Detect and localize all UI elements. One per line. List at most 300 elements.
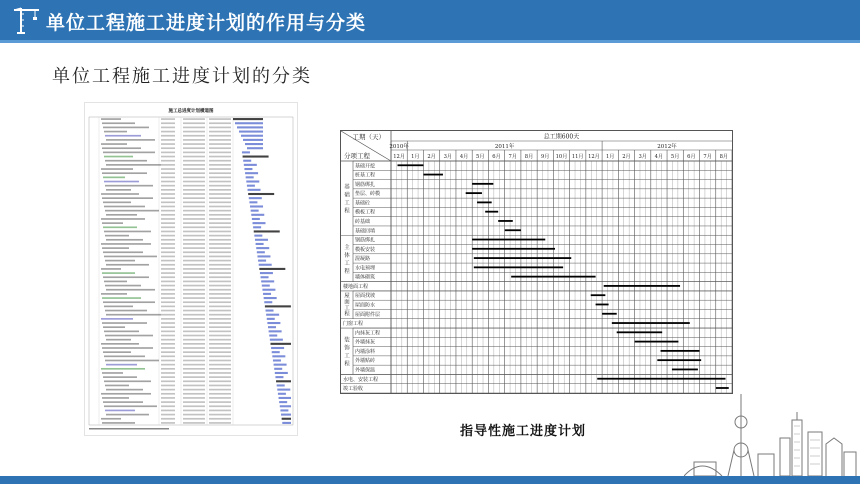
doc-row-text (209, 397, 231, 399)
doc-row-text (183, 301, 205, 303)
gantt-bar (498, 220, 513, 222)
gantt-chart (340, 130, 733, 394)
doc-row-text (102, 222, 123, 224)
doc-gantt-bar (282, 418, 291, 420)
doc-row-text (183, 335, 205, 337)
doc-row-text (105, 260, 135, 262)
doc-row-text (101, 318, 133, 320)
doc-row-text (209, 260, 231, 262)
doc-row-text (209, 231, 231, 233)
doc-row-text (209, 380, 231, 382)
doc-row-text (209, 285, 231, 287)
doc-row-text (209, 181, 231, 183)
task-label: 外墙抹灰 (355, 339, 376, 346)
doc-row-text (161, 235, 175, 237)
doc-row-text (209, 422, 231, 424)
gantt-bar (596, 304, 609, 306)
group-label: 程 (344, 311, 350, 318)
doc-row-text (183, 372, 205, 374)
doc-row-text (161, 127, 175, 129)
doc-row-text (105, 335, 153, 337)
task-label: 竣工验收 (343, 386, 364, 393)
task-label: 基础砼 (355, 200, 371, 207)
doc-gantt-bar (262, 285, 270, 287)
doc-row-text (183, 376, 205, 378)
group-label: 程 (344, 268, 350, 275)
doc-row-text (161, 135, 175, 137)
doc-row-text (106, 139, 155, 141)
doc-row-text (183, 297, 205, 299)
doc-gantt-bar (263, 293, 271, 295)
doc-gantt-bar (254, 235, 262, 237)
doc-gantt-bar (253, 226, 261, 228)
doc-row-text (183, 405, 205, 407)
doc-row-text (183, 360, 205, 362)
doc-gantt-bar (257, 251, 265, 253)
doc-gantt-bar (267, 318, 275, 320)
doc-row-text (161, 181, 175, 183)
doc-row-text (161, 218, 175, 220)
doc-row-text (161, 264, 175, 266)
group-label: 工 (344, 260, 350, 267)
doc-gantt-bar (274, 364, 287, 366)
doc-row-text (102, 347, 153, 349)
task-label: 模板工程 (355, 209, 376, 216)
doc-row-text (103, 276, 149, 278)
doc-row-text (161, 189, 175, 191)
task-label: 楼地面工程 (343, 283, 369, 290)
task-label: 垫层、砖模 (355, 191, 381, 198)
gantt-bar (635, 341, 679, 343)
doc-row-text (106, 314, 161, 316)
doc-row-text (183, 185, 205, 187)
doc-row-text (104, 256, 157, 258)
gantt-bar (472, 248, 555, 250)
doc-row-text (209, 164, 231, 166)
task-label: 钢筋绑扎 (355, 237, 376, 244)
gantt-bar (474, 257, 571, 259)
doc-row-text (183, 351, 205, 353)
gantt-bar (423, 174, 442, 176)
doc-gantt-bar (272, 351, 280, 353)
doc-row-text (209, 218, 231, 220)
doc-row-text (104, 231, 151, 233)
doc-gantt-bar (269, 334, 277, 336)
group-label: 体 (344, 252, 350, 259)
group-label: 工 (344, 353, 350, 360)
gantt-bar (474, 266, 563, 268)
group-label: 面 (344, 299, 350, 306)
doc-row-text (183, 218, 205, 220)
doc-row-text (183, 156, 205, 158)
doc-row-text (161, 376, 175, 378)
task-label: 内抹灰工程 (355, 330, 381, 337)
doc-row-text (161, 410, 175, 412)
doc-row-text (106, 364, 137, 366)
year-label: 2012年 (657, 144, 677, 150)
doc-row-text (161, 201, 175, 203)
doc-row-text (183, 147, 205, 149)
doc-row-text (183, 168, 205, 170)
doc-gantt-bar (260, 272, 273, 274)
doc-row-text (209, 172, 231, 174)
doc-gantt-bar (277, 384, 285, 386)
doc-row-text (209, 414, 231, 416)
doc-gantt-bar (273, 359, 281, 361)
doc-row-text (209, 156, 231, 158)
doc-row-text (161, 152, 175, 154)
doc-row-text (183, 139, 205, 141)
doc-row-text (105, 235, 129, 237)
doc-row-text (183, 331, 205, 333)
doc-row-text (102, 197, 153, 199)
doc-gantt-bar (266, 314, 279, 316)
doc-gantt-bar (241, 135, 263, 137)
doc-row-text (161, 285, 175, 287)
doc-row-text (161, 210, 175, 212)
doc-row-text (183, 276, 205, 278)
month-label: 3月 (638, 154, 647, 160)
gantt-bar (602, 313, 617, 315)
task-label: 屋面防水 (355, 302, 376, 309)
doc-row-text (209, 239, 231, 241)
doc-row-text (101, 393, 151, 395)
month-label: 1月 (411, 154, 420, 160)
doc-row-text (161, 272, 175, 274)
doc-row-text (161, 256, 175, 258)
doc-row-text (183, 177, 205, 179)
doc-row-text (161, 289, 175, 291)
header-item-label: 分项工程 (344, 152, 370, 160)
doc-row-text (161, 343, 175, 345)
doc-row-text (209, 347, 231, 349)
doc-gantt-bar (278, 393, 286, 395)
doc-gantt-bar (267, 322, 280, 324)
doc-row-text (209, 147, 231, 149)
doc-row-text (161, 389, 175, 391)
doc-gantt-bar (249, 201, 257, 203)
doc-row-text (183, 152, 205, 154)
doc-row-text (161, 231, 175, 233)
doc-row-text (183, 414, 205, 416)
doc-gantt-bar (246, 180, 259, 182)
doc-gantt-bar (251, 214, 264, 216)
doc-row-text (183, 343, 205, 345)
doc-row-text (102, 272, 135, 274)
doc-row-text (183, 143, 205, 145)
doc-gantt-bar (254, 230, 280, 232)
month-label: 10月 (555, 154, 568, 160)
doc-row-text (102, 147, 141, 149)
doc-row-text (101, 293, 127, 295)
doc-gantt-bar (248, 193, 274, 195)
doc-row-text (104, 281, 127, 283)
doc-row-text (209, 351, 231, 353)
doc-row-text (209, 226, 231, 228)
doc-row-text (103, 376, 137, 378)
doc-row-text (161, 306, 175, 308)
doc-row-text (161, 168, 175, 170)
doc-row-text (183, 235, 205, 237)
header-total-label: 总工期600天 (543, 133, 580, 141)
doc-row-text (161, 185, 175, 187)
doc-gantt-bar (259, 268, 285, 270)
doc-row-text (209, 206, 231, 208)
gantt-bar (661, 350, 700, 352)
doc-row-text (101, 368, 145, 370)
doc-row-text (209, 247, 231, 249)
doc-row-text (161, 268, 175, 270)
doc-row-text (209, 405, 231, 407)
bottom-bar (0, 476, 860, 484)
doc-row-text (161, 310, 175, 312)
doc-row-text (209, 222, 231, 224)
doc-row-text (209, 235, 231, 237)
doc-row-text (209, 127, 231, 129)
doc-row-text (161, 422, 175, 424)
doc-row-text (104, 156, 133, 158)
gantt-bar (672, 369, 698, 371)
doc-table-frame (89, 117, 293, 425)
doc-row-text (183, 401, 205, 403)
doc-row-text (183, 314, 205, 316)
doc-row-text (105, 160, 147, 162)
doc-row-text (209, 201, 231, 203)
doc-row-text (161, 147, 175, 149)
doc-gantt-bar (275, 376, 283, 378)
doc-row-text (161, 122, 175, 124)
doc-row-text (209, 189, 231, 191)
doc-gantt-bar (265, 305, 291, 307)
page-title: 单位工程施工进度计划的作用与分类 (46, 12, 367, 34)
doc-gantt-bar (233, 118, 263, 120)
header-work-label: 工期（天） (352, 133, 385, 141)
doc-gantt-bar (243, 160, 251, 162)
task-label: 桩基工程 (355, 172, 376, 179)
doc-row-text (183, 226, 205, 228)
task-label: 砖基础 (355, 218, 371, 225)
crane-icon (8, 6, 42, 34)
doc-row-text (161, 247, 175, 249)
doc-gantt-bar (271, 347, 284, 349)
doc-row-text (183, 251, 205, 253)
task-label: 门窗工程 (343, 321, 364, 328)
doc-row-text (183, 239, 205, 241)
doc-row-text (101, 143, 127, 145)
gantt-bar (511, 276, 595, 278)
doc-row-text (101, 268, 121, 270)
doc-row-text (161, 276, 175, 278)
doc-gantt-bar (282, 422, 291, 424)
doc-gantt-bar (262, 289, 275, 291)
schedule-document-image (85, 103, 297, 435)
doc-gantt-bar (256, 247, 269, 249)
doc-gantt-bar (245, 172, 258, 174)
doc-gantt-bar (253, 222, 266, 224)
doc-gantt-bar (257, 255, 270, 257)
doc-row-text (209, 297, 231, 299)
doc-row-text (183, 272, 205, 274)
doc-row-text (209, 177, 231, 179)
gantt-bar (612, 322, 690, 324)
doc-row-text (161, 397, 175, 399)
group-label: 装 (344, 337, 350, 344)
doc-row-text (183, 281, 205, 283)
doc-row-text (209, 306, 231, 308)
doc-row-text (183, 422, 205, 424)
doc-gantt-bar (252, 218, 260, 220)
doc-row-text (161, 206, 175, 208)
doc-row-text (161, 260, 175, 262)
doc-gantt-bar (275, 372, 288, 374)
doc-row-text (209, 168, 231, 170)
doc-row-text (209, 410, 231, 412)
doc-row-text (209, 339, 231, 341)
group-label: 主 (344, 244, 350, 251)
month-label: 5月 (670, 154, 680, 160)
group-label: 工 (344, 200, 350, 207)
task-label: 外墙贴砖 (355, 358, 376, 365)
doc-row-text (209, 135, 231, 137)
month-label: 11月 (571, 154, 584, 160)
doc-row-text (209, 131, 231, 133)
doc-row-text (161, 214, 175, 216)
month-label: 2月 (427, 154, 436, 160)
task-label: 水电、安装工程 (343, 376, 379, 383)
doc-row-text (183, 322, 205, 324)
doc-row-text (183, 210, 205, 212)
doc-row-text (183, 364, 205, 366)
doc-row-text (183, 289, 205, 291)
month-label: 7月 (703, 154, 712, 160)
gantt-caption: 指导性施工进度计划 (460, 424, 587, 439)
doc-row-text (161, 418, 175, 420)
doc-row-text (161, 347, 175, 349)
task-label: 混凝路 (355, 256, 371, 263)
doc-row-text (104, 405, 157, 407)
doc-row-text (161, 197, 175, 199)
month-label: 5月 (476, 154, 485, 160)
doc-row-text (102, 372, 123, 374)
doc-row-text (209, 193, 231, 195)
doc-row-text (209, 326, 231, 328)
doc-row-text (105, 410, 135, 412)
doc-gantt-bar (280, 405, 291, 407)
doc-gantt-bar (256, 243, 264, 245)
doc-row-text (161, 380, 175, 382)
doc-row-text (209, 322, 231, 324)
doc-row-text (161, 177, 175, 179)
doc-row-text (183, 206, 205, 208)
doc-row-text (183, 389, 205, 391)
task-label: 外墙保温 (355, 367, 376, 374)
doc-row-text (209, 197, 231, 199)
doc-row-text (161, 172, 175, 174)
doc-row-text (106, 339, 131, 341)
doc-row-text (161, 351, 175, 353)
doc-row-text (161, 326, 175, 328)
doc-row-text (183, 201, 205, 203)
doc-row-text (104, 355, 145, 357)
doc-row-text (183, 260, 205, 262)
doc-row-text (104, 206, 145, 208)
doc-row-text (103, 201, 131, 203)
doc-row-text (103, 301, 155, 303)
doc-row-text (209, 335, 231, 337)
doc-gantt-bar (258, 260, 266, 262)
month-label: 3月 (443, 154, 453, 160)
doc-row-text (209, 318, 231, 320)
title-divider (0, 40, 860, 43)
doc-gantt-bar (247, 185, 255, 187)
doc-gantt-bar (279, 401, 287, 403)
doc-row-text (183, 164, 205, 166)
doc-row-text (102, 422, 135, 424)
doc-row-text (209, 301, 231, 303)
doc-row-text (106, 414, 149, 416)
doc-row-text (161, 339, 175, 341)
doc-row-text (103, 351, 131, 353)
gantt-bar (597, 378, 725, 380)
doc-row-text (161, 385, 175, 387)
doc-gantt-bar (244, 168, 252, 170)
doc-row-text (183, 268, 205, 270)
doc-row-text (183, 318, 205, 320)
doc-row-text (105, 185, 153, 187)
doc-row-text (105, 285, 141, 287)
doc-row-text (209, 355, 231, 357)
doc-row-text (209, 310, 231, 312)
doc-row-text (183, 310, 205, 312)
doc-row-text (183, 293, 205, 295)
doc-gantt-bar (243, 139, 263, 141)
doc-row-text (104, 131, 127, 133)
doc-gantt-bar (268, 326, 276, 328)
doc-row-text (209, 331, 231, 333)
doc-row-text (209, 281, 231, 283)
month-label: 12月 (393, 154, 406, 160)
doc-row-text (103, 152, 155, 154)
doc-row-text (209, 393, 231, 395)
doc-row-text (104, 331, 139, 333)
doc-gantt-bar (235, 122, 263, 124)
month-label: 2月 (622, 154, 631, 160)
slide-subtitle: 单位工程施工进度计划的分类 (52, 66, 312, 87)
doc-row-text (161, 281, 175, 283)
doc-gantt-bar (239, 131, 263, 133)
doc-row-text (102, 247, 129, 249)
doc-row-text (161, 143, 175, 145)
doc-row-text (106, 239, 143, 241)
doc-row-text (161, 318, 175, 320)
doc-row-text (209, 276, 231, 278)
doc-row-text (209, 185, 231, 187)
doc-row-text (106, 289, 155, 291)
doc-row-text (209, 418, 231, 420)
doc-row-text (103, 127, 149, 129)
group-label: 础 (344, 192, 350, 199)
doc-row-text (102, 122, 135, 124)
doc-row-text (209, 214, 231, 216)
doc-row-text (102, 397, 129, 399)
doc-row-text (106, 214, 137, 216)
doc-row-text (183, 118, 205, 120)
doc-row-text (209, 293, 231, 295)
doc-row-text (183, 193, 205, 195)
doc-row-text (161, 368, 175, 370)
gantt-bar (716, 387, 729, 389)
task-label: 基础回填 (355, 228, 376, 235)
